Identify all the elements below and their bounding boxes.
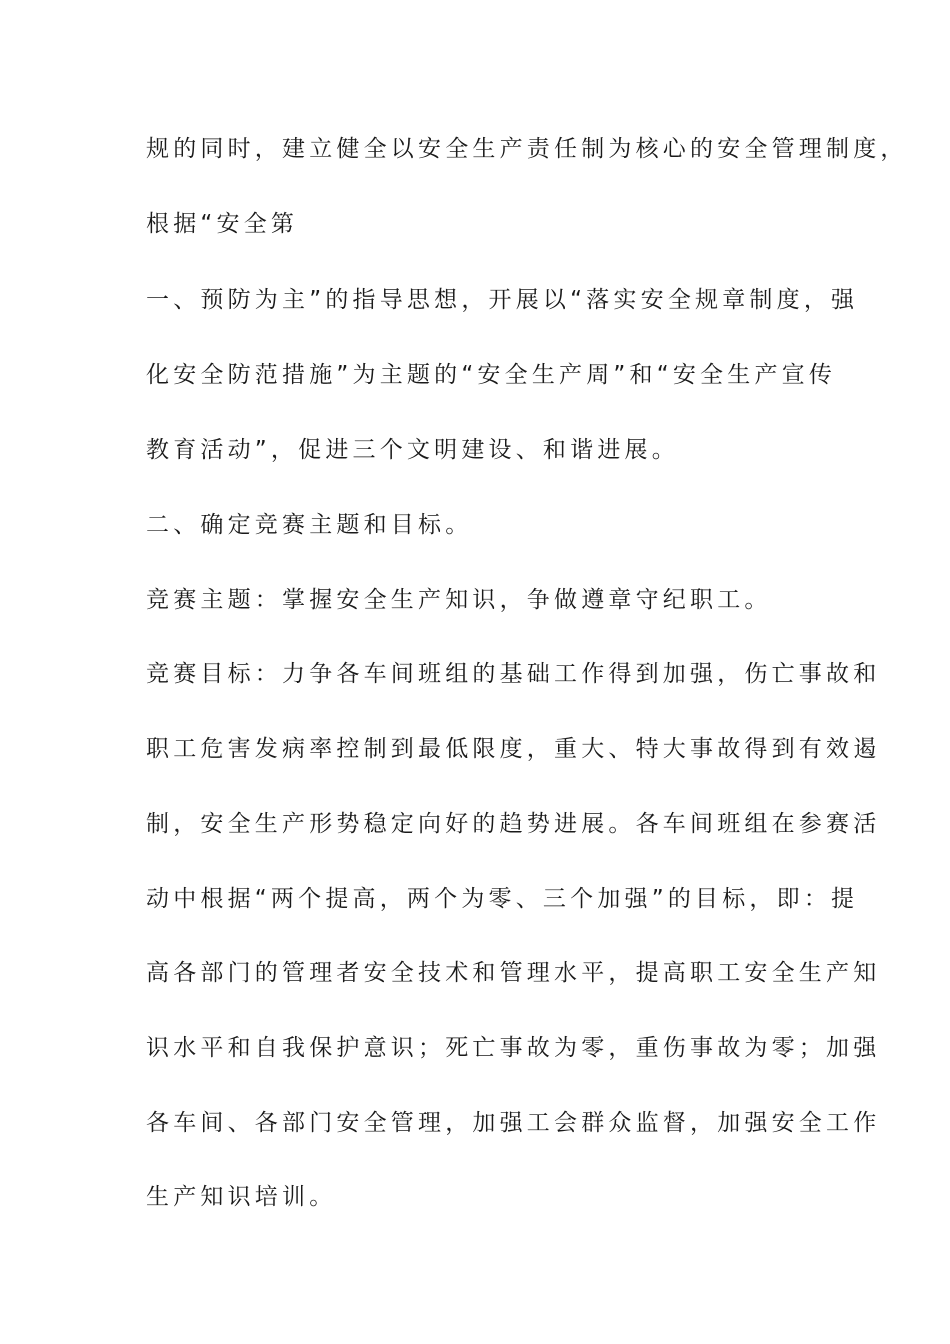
text-line: 根据“安全第: [146, 211, 299, 237]
text-line: 规的同时，建立健全以安全生产责任制为核心的安全管理制度，: [146, 136, 908, 162]
text-line: 生产知识培训。: [146, 1184, 337, 1210]
text-line: 动中根据“两个提高，两个为零、三个加强”的目标，即：提: [146, 886, 859, 912]
text-line: 化安全防范措施”为主题的“安全生产周”和“安全生产宣传: [146, 362, 837, 388]
text-line: 竞赛目标：力争各车间班组的基础工作得到加强，伤亡事故和: [146, 661, 881, 687]
text-line: 高各部门的管理者安全技术和管理水平，提高职工安全生产知: [146, 960, 881, 986]
text-line: 制，安全生产形势稳定向好的趋势进展。各车间班组在参赛活: [146, 811, 881, 837]
section-heading: 二、确定竞赛主题和目标。: [146, 512, 473, 538]
text-line: 识水平和自我保护意识；死亡事故为零，重伤事故为零；加强: [146, 1035, 881, 1061]
text-line: 教育活动”，促进三个文明建设、和谐进展。: [146, 437, 679, 463]
text-line: 一、预防为主”的指导思想，开展以“落实安全规章制度，强: [146, 287, 859, 313]
text-line: 竞赛主题：掌握安全生产知识，争做遵章守纪职工。: [146, 587, 772, 613]
text-line: 职工危害发病率控制到最低限度，重大、特大事故得到有效遏: [146, 736, 881, 762]
text-line: 各车间、各部门安全管理，加强工会群众监督，加强安全工作: [146, 1110, 881, 1136]
